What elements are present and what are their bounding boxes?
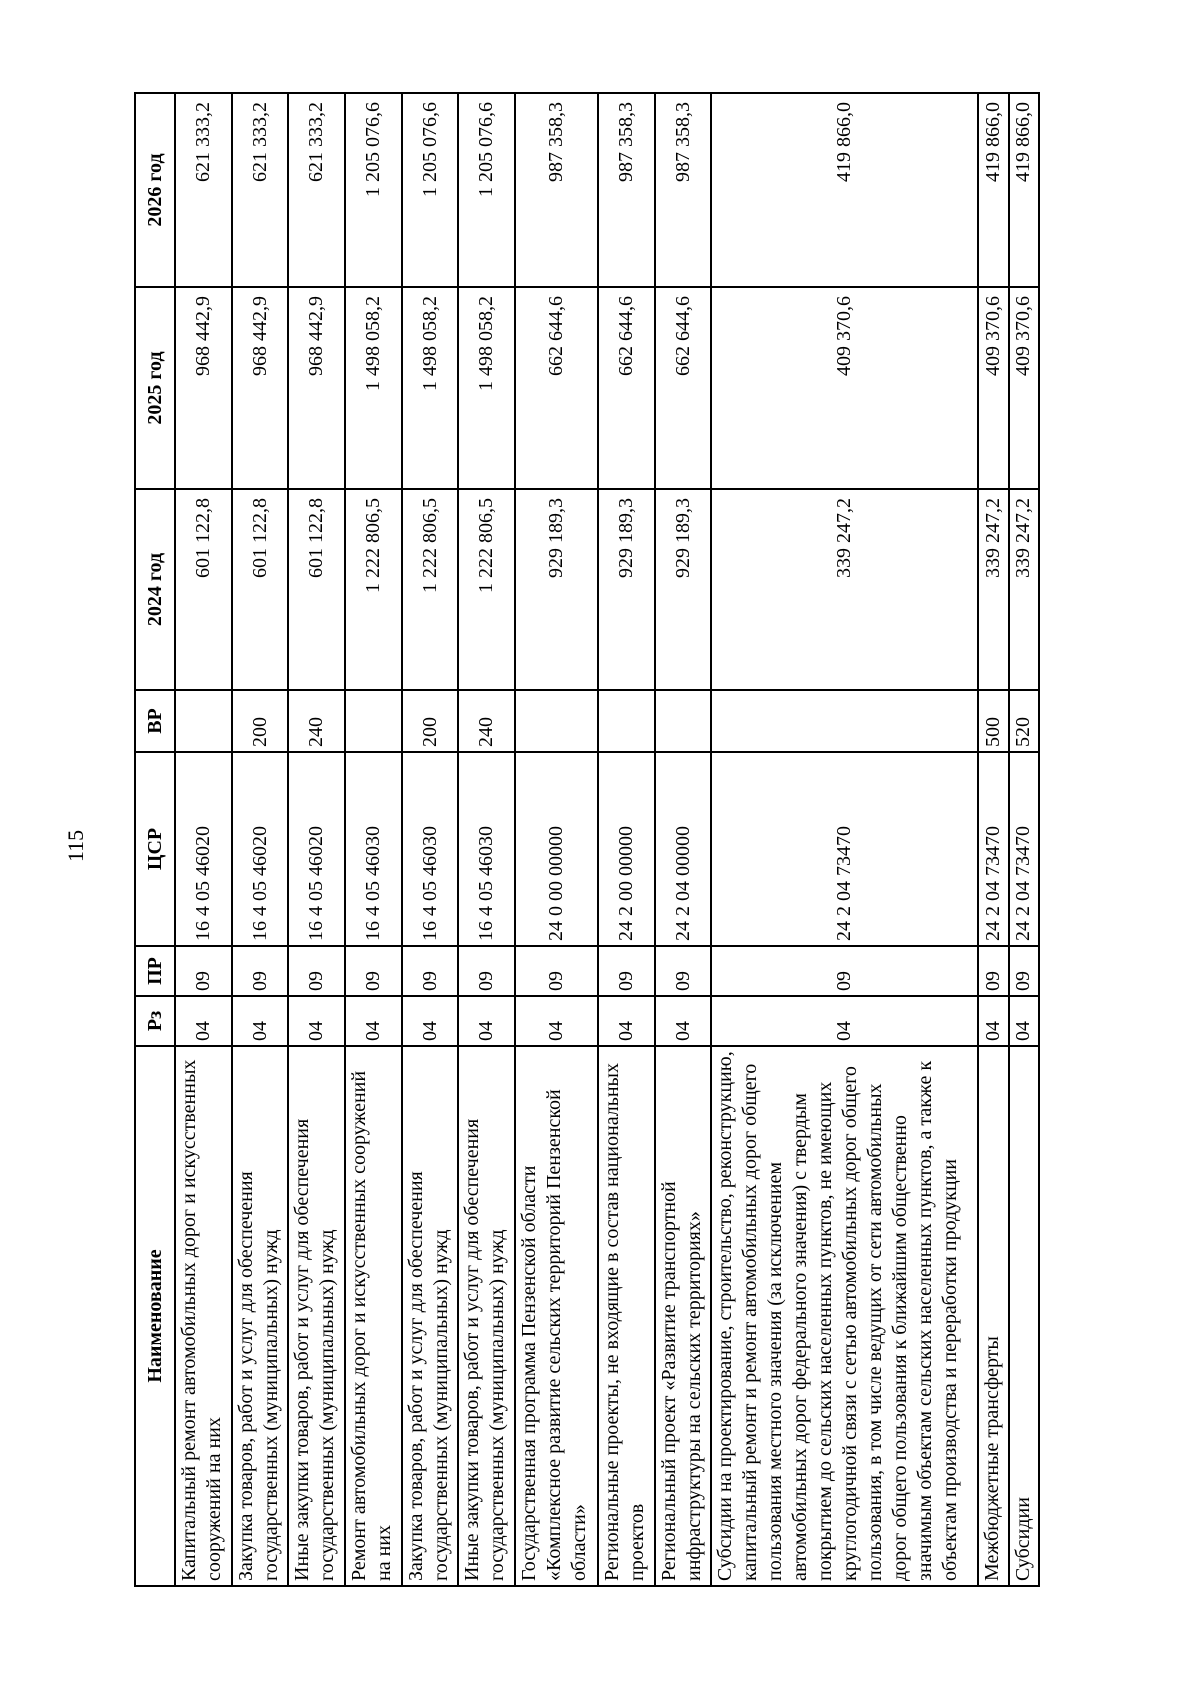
cell-name: Межбюджетные трансферты [978,1046,1008,1586]
cell-vr [711,690,978,752]
cell-rz: 04 [232,996,289,1046]
cell-rz: 04 [458,996,515,1046]
cell-y2024: 601 122,8 [232,489,289,690]
cell-csr: 24 2 04 73470 [1009,752,1040,946]
cell-y2026: 419 866,0 [978,93,1008,287]
cell-pr: 09 [288,946,345,996]
cell-vr [655,690,712,752]
cell-y2026: 987 358,3 [598,93,655,287]
cell-vr [515,690,598,752]
cell-csr: 24 2 04 00000 [655,752,712,946]
cell-pr: 09 [402,946,459,996]
cell-rz: 04 [598,996,655,1046]
cell-csr: 16 4 05 46020 [288,752,345,946]
cell-csr: 24 2 04 73470 [978,752,1008,946]
cell-csr: 16 4 05 46030 [402,752,459,946]
cell-y2025: 968 442,9 [232,287,289,489]
cell-y2026: 419 866,0 [1009,93,1040,287]
cell-y2024: 601 122,8 [288,489,345,690]
cell-y2026: 621 333,2 [288,93,345,287]
table-row [345,93,402,1586]
cell-vr: 240 [458,690,515,752]
cell-y2025: 409 370,6 [1009,287,1040,489]
table-row [175,93,232,1586]
cell-y2024: 339 247,2 [978,489,1008,690]
cell-name: Закупка товаров, работ и услуг для обеспечения государственных (муниципальных) нужд [402,1046,459,1586]
table-row [232,93,289,1586]
cell-vr: 200 [232,690,289,752]
cell-csr: 24 2 04 73470 [711,752,978,946]
cell-y2026: 621 333,2 [232,93,289,287]
cell-y2024: 1 222 806,5 [402,489,459,690]
cell-rz: 04 [175,996,232,1046]
cell-vr: 200 [402,690,459,752]
cell-y2024: 1 222 806,5 [345,489,402,690]
cell-rz: 04 [711,996,978,1046]
table-row [711,93,978,1586]
table-row [1009,93,1040,1586]
cell-csr: 24 2 00 00000 [598,752,655,946]
cell-vr: 520 [1009,690,1040,752]
cell-pr: 09 [345,946,402,996]
cell-y2026: 1 205 076,6 [402,93,459,287]
header-row [135,93,175,1586]
cell-y2024: 929 189,3 [598,489,655,690]
cell-pr: 09 [458,946,515,996]
cell-y2025: 409 370,6 [711,287,978,489]
cell-vr [598,690,655,752]
cell-y2025: 662 644,6 [515,287,598,489]
cell-name: Государственная программа Пензенской области «Комплексное развитие сельских территорий Пензенской области» [515,1046,598,1586]
cell-y2024: 929 189,3 [655,489,712,690]
cell-name: Иные закупки товаров, работ и услуг для обеспечения государственных (муниципальных) нужд [458,1046,515,1586]
cell-rz: 04 [288,996,345,1046]
cell-y2026: 987 358,3 [515,93,598,287]
cell-vr [345,690,402,752]
cell-y2026: 1 205 076,6 [345,93,402,287]
table-row [402,93,459,1586]
cell-y2025: 968 442,9 [175,287,232,489]
cell-y2026: 621 333,2 [175,93,232,287]
cell-y2025: 968 442,9 [288,287,345,489]
cell-rz: 04 [402,996,459,1046]
table-row [978,93,1008,1586]
header-vr: ВР [135,690,175,752]
cell-pr: 09 [1009,946,1040,996]
cell-csr: 16 4 05 46030 [458,752,515,946]
cell-vr [175,690,232,752]
cell-name: Закупка товаров, работ и услуг для обеспечения государственных (муниципальных) нужд [232,1046,289,1586]
cell-csr: 16 4 05 46030 [345,752,402,946]
cell-y2025: 1 498 058,2 [402,287,459,489]
cell-rz: 04 [515,996,598,1046]
cell-y2025: 409 370,6 [978,287,1008,489]
table-row [515,93,598,1586]
cell-y2024: 339 247,2 [711,489,978,690]
cell-y2024: 929 189,3 [515,489,598,690]
header-2024: 2024 год [135,489,175,690]
cell-y2024: 339 247,2 [1009,489,1040,690]
cell-name: Ремонт автомобильных дорог и искусственных сооружений на них [345,1046,402,1586]
header-pr: ПР [135,946,175,996]
cell-y2026: 1 205 076,6 [458,93,515,287]
header-csr: ЦСР [135,752,175,946]
cell-y2025: 662 644,6 [655,287,712,489]
cell-y2026: 419 866,0 [711,93,978,287]
table-row [655,93,712,1586]
cell-pr: 09 [655,946,712,996]
table-row [458,93,515,1586]
cell-y2024: 601 122,8 [175,489,232,690]
cell-name: Субсидии [1009,1046,1040,1586]
cell-name: Субсидии на проектирование, строительство, реконструкцию, капитальный ремонт и ремонт автомобильных дорог общего пользования местного значения (за исключением автомобильных дорог федерального значения) с твердым покрытием до сельских населенных пунктов, не имеющих круглогодичной связи с сетью автомобильных дорог общего пользования, в том числе ведущих от сети автомобильных дорог общего пользования к ближайшим общественно значимым объектам сельских населенных пунктов, а также к объектам производства и переработки продукции [711,1046,978,1586]
cell-name: Иные закупки товаров, работ и услуг для обеспечения государственных (муниципальных) нужд [288,1046,345,1586]
cell-pr: 09 [232,946,289,996]
cell-vr: 240 [288,690,345,752]
cell-pr: 09 [978,946,1008,996]
cell-y2025: 1 498 058,2 [458,287,515,489]
cell-csr: 24 0 00 00000 [515,752,598,946]
cell-y2025: 1 498 058,2 [345,287,402,489]
cell-rz: 04 [1009,996,1040,1046]
header-2025: 2025 год [135,287,175,489]
header-rz: Рз [135,996,175,1046]
header-name: Наименование [135,1046,175,1586]
cell-pr: 09 [711,946,978,996]
table-body [175,93,1039,1586]
cell-name: Капитальный ремонт автомобильных дорог и искусственных сооружений на них [175,1046,232,1586]
cell-pr: 09 [598,946,655,996]
cell-name: Региональные проекты, не входящие в состав национальных проектов [598,1046,655,1586]
cell-pr: 09 [175,946,232,996]
cell-y2024: 1 222 806,5 [458,489,515,690]
cell-y2025: 662 644,6 [598,287,655,489]
cell-rz: 04 [345,996,402,1046]
cell-rz: 04 [655,996,712,1046]
cell-name: Региональный проект «Развитие транспортной инфраструктуры на сельских территориях» [655,1046,712,1586]
rotated-table-container [134,94,1040,1587]
cell-vr: 500 [978,690,1008,752]
header-2026: 2026 год [135,93,175,287]
cell-y2026: 987 358,3 [655,93,712,287]
page-number: 115 [63,829,88,862]
table-row [598,93,655,1586]
cell-csr: 16 4 05 46020 [232,752,289,946]
cell-rz: 04 [978,996,1008,1046]
cell-csr: 16 4 05 46020 [175,752,232,946]
cell-pr: 09 [515,946,598,996]
budget-table [134,92,1040,1587]
table-row [288,93,345,1586]
